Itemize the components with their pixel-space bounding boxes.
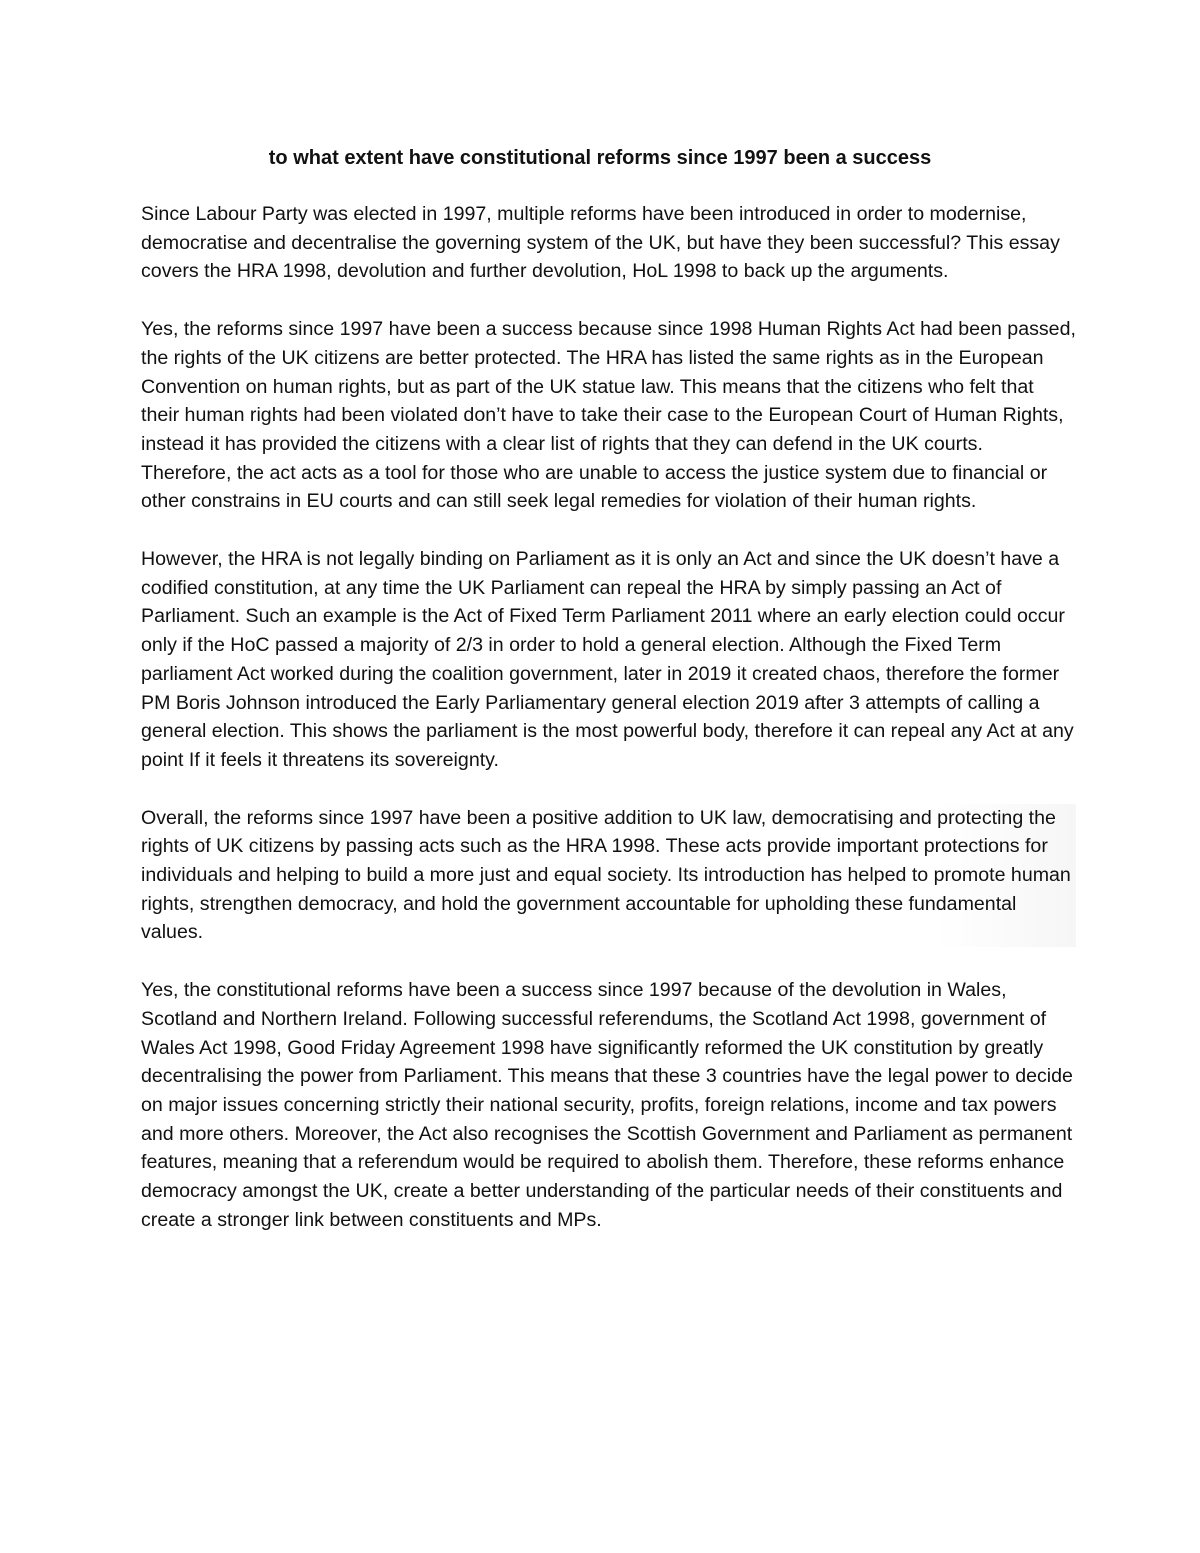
paragraph-devolution: Yes, the constitutional reforms have been a success since 1997 because of the devolution in Wales, Scotland and Northern Ireland. Following successful referendums, the Scotland Act 1998, government of Wales Act 1998, Good Friday Agreement 1998 have significantly reformed the UK constitution by greatly decentralising the power from Parliament. This means that these 3 countries have the legal power to decide on major issues concerning strictly their national security, profits, foreign relations, income and tax powers and more others. Moreover, the Act also recognises the Scottish Government and Parliament as permanent features, meaning that a referendum would be required to abolish them. Therefore, these reforms enhance democracy amongst the UK, create a better understanding of the particular needs of their constituents and create a stronger link between constituents and MPs. bbox=[141, 979, 1073, 1231]
paragraph-hra-conclusion: Overall, the reforms since 1997 have been a positive addition to UK law, democratising and protecting the rights of UK citizens by passing acts such as the HRA 1998. These acts provide important protections for individuals and helping to build a more just and equal society. Its introduction has helped to promote human rights, strengthen democracy, and hold the government accountable for upholding these fundamental values. bbox=[141, 804, 1076, 948]
paragraph-hra-limitations: However, the HRA is not legally binding on Parliament as it is only an Act and since the UK doesn’t have a codified constitution, at any time the UK Parliament can repeal the HRA by simply passing an Act of Parliament. Such an example is the Act of Fixed Term Parliament 2011 where an early election could occur only if the HoC passed a majority of 2/3 in order to hold a general election. Although the Fixed Term parliament Act worked during the coalition government, later in 2019 it created chaos, therefore the former PM Boris Johnson introduced the Early Parliamentary general election 2019 after 3 attempts of calling a general election. This shows the parliament is the most powerful body, therefore it can repeal any Act at any point If it feels it threatens its sovereignty. bbox=[141, 548, 1074, 771]
paragraph-hra-success: Yes, the reforms since 1997 have been a success because since 1998 Human Rights Act had been passed, the rights of the UK citizens are better protected. The HRA has listed the same rights as in the European Convention on human rights, but as part of the UK statue law. This means that the citizens who felt that their human rights had been violated don’t have to take their case to the European Court of Human Rights, instead it has provided the citizens with a clear list of rights that they can defend in the UK courts. Therefore, the act acts as a tool for those who are unable to access the justice system due to financial or other constrains in EU courts and can still seek legal remedies for violation of their human rights. bbox=[141, 318, 1076, 513]
essay-body bbox=[141, 200, 1076, 1264]
paragraph-introduction: Since Labour Party was elected in 1997, multiple reforms have been introduced in order to modernise, democratise and decentralise the governing system of the UK, but have they been successful? This essay covers the HRA 1998, devolution and further devolution, HoL 1998 to back up the arguments. bbox=[141, 203, 1060, 283]
essay-title: to what extent have constitutional reforms since 1997 been a success bbox=[268, 147, 932, 169]
